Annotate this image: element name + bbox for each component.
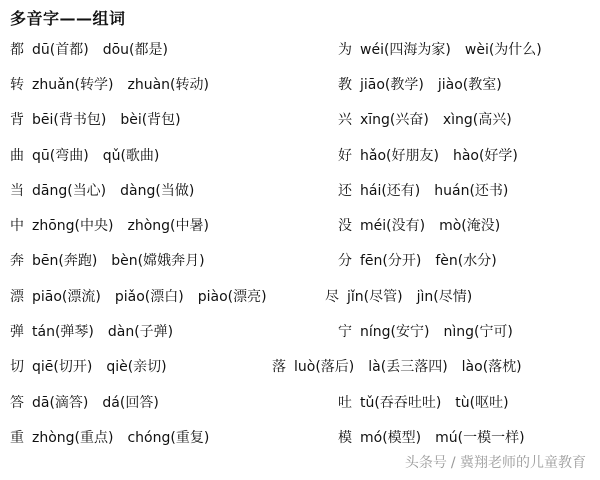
right-entry bbox=[338, 146, 532, 166]
polyphone-char: 中 bbox=[10, 218, 24, 234]
right-entry bbox=[338, 40, 556, 60]
left-entry bbox=[10, 181, 208, 201]
reading-word: zhuàn(转动) bbox=[127, 77, 209, 93]
reading-word: mó(模型) bbox=[360, 430, 422, 446]
reading-word: hái(还有) bbox=[360, 183, 421, 199]
reading-word: fēn(分开) bbox=[360, 253, 422, 269]
reading-word: lào(落枕) bbox=[461, 359, 522, 375]
reading-word: bēn(奔跑) bbox=[32, 253, 98, 269]
right-entry bbox=[272, 357, 536, 377]
reading-word: bēi(背书包) bbox=[32, 112, 107, 128]
reading-word: qiē(切开) bbox=[32, 359, 93, 375]
left-entry bbox=[10, 216, 223, 236]
reading-word: hào(好学) bbox=[452, 148, 518, 164]
polyphone-char: 切 bbox=[10, 359, 24, 375]
polyphone-char: 奔 bbox=[10, 253, 24, 269]
reading-word: tán(弹琴) bbox=[32, 324, 94, 340]
polyphone-char: 曲 bbox=[10, 148, 24, 164]
left-entry bbox=[10, 146, 173, 166]
polyphone-char: 都 bbox=[10, 42, 24, 58]
right-entry bbox=[338, 393, 523, 413]
reading-word: qiè(亲切) bbox=[106, 359, 167, 375]
reading-word: piāo(漂流) bbox=[32, 289, 101, 305]
polyphone-char: 分 bbox=[338, 253, 352, 269]
left-entry bbox=[10, 75, 223, 95]
watermark-brand: 头条号 bbox=[404, 455, 447, 471]
polyphone-char: 模 bbox=[338, 430, 352, 446]
reading-word: qǔ(歌曲) bbox=[102, 148, 160, 164]
polyphone-char: 教 bbox=[338, 77, 352, 93]
right-entry bbox=[325, 287, 486, 307]
reading-word: dōu(都是) bbox=[102, 42, 168, 58]
polyphone-char: 落 bbox=[272, 359, 286, 375]
reading-word: tù(呕吐) bbox=[455, 395, 509, 411]
polyphone-char: 答 bbox=[10, 395, 24, 411]
reading-word: bèn(嫦娥奔月) bbox=[111, 253, 205, 269]
reading-word: jiāo(教学) bbox=[360, 77, 424, 93]
reading-word: qū(弯曲) bbox=[32, 148, 89, 164]
reading-word: nìng(宁可) bbox=[443, 324, 513, 340]
reading-word: tǔ(吞吞吐吐) bbox=[360, 395, 442, 411]
reading-word: fèn(水分) bbox=[435, 253, 497, 269]
left-entry bbox=[10, 251, 219, 271]
polyphone-char: 还 bbox=[338, 183, 352, 199]
reading-word: dàn(子弹) bbox=[107, 324, 174, 340]
reading-word: dāng(当心) bbox=[32, 183, 107, 199]
page-title: 多音字——组词 bbox=[10, 9, 126, 28]
reading-word: zhuǎn(转学) bbox=[32, 77, 114, 93]
left-entry bbox=[10, 428, 223, 448]
reading-word: níng(安宁) bbox=[360, 324, 430, 340]
right-entry bbox=[338, 428, 539, 448]
reading-word: dá(回答) bbox=[102, 395, 159, 411]
right-entry bbox=[338, 216, 514, 236]
reading-word: jìn(尽情) bbox=[416, 289, 473, 305]
polyphone-char: 转 bbox=[10, 77, 24, 93]
polyphone-char: 重 bbox=[10, 430, 24, 446]
polyphone-char: 弹 bbox=[10, 324, 24, 340]
polyphone-char: 背 bbox=[10, 112, 24, 128]
right-entry bbox=[338, 322, 527, 342]
left-entry bbox=[10, 357, 181, 377]
reading-word: zhòng(重点) bbox=[32, 430, 114, 446]
polyphone-char: 当 bbox=[10, 183, 24, 199]
reading-word: wéi(四海为家) bbox=[360, 42, 451, 58]
right-entry bbox=[338, 110, 526, 130]
left-entry bbox=[10, 322, 187, 342]
polyphone-char: 尽 bbox=[325, 289, 339, 305]
right-entry bbox=[338, 181, 522, 201]
reading-word: mò(淹没) bbox=[439, 218, 501, 234]
reading-word: piǎo(漂白) bbox=[114, 289, 184, 305]
reading-word: wèi(为什么) bbox=[464, 42, 542, 58]
left-entry bbox=[10, 393, 173, 413]
reading-word: jiào(教室) bbox=[437, 77, 502, 93]
reading-word: bèi(背包) bbox=[120, 112, 181, 128]
watermark bbox=[405, 452, 586, 472]
polyphone-char: 兴 bbox=[338, 112, 352, 128]
reading-word: mú(一模一样) bbox=[435, 430, 525, 446]
reading-word: dā(滴答) bbox=[32, 395, 89, 411]
polyphone-char: 吐 bbox=[338, 395, 352, 411]
reading-word: dū(首都) bbox=[32, 42, 89, 58]
left-entry bbox=[10, 110, 195, 130]
reading-word: hǎo(好朋友) bbox=[360, 148, 439, 164]
left-entry bbox=[10, 287, 281, 307]
polyphone-char: 漂 bbox=[10, 289, 24, 305]
right-entry bbox=[338, 251, 511, 271]
reading-word: zhòng(中暑) bbox=[127, 218, 209, 234]
watermark-author: 冀翔老师的儿童教育 bbox=[460, 455, 586, 471]
reading-word: zhōng(中央) bbox=[32, 218, 114, 234]
reading-word: jǐn(尽管) bbox=[347, 289, 403, 305]
polyphone-char: 宁 bbox=[338, 324, 352, 340]
reading-word: huán(还书) bbox=[434, 183, 509, 199]
polyphone-char: 没 bbox=[338, 218, 352, 234]
reading-word: luò(落后) bbox=[294, 359, 355, 375]
reading-word: méi(没有) bbox=[360, 218, 426, 234]
watermark-separator: / bbox=[450, 455, 456, 471]
left-entry bbox=[10, 40, 182, 60]
reading-word: chóng(重复) bbox=[127, 430, 210, 446]
reading-word: piào(漂亮) bbox=[197, 289, 267, 305]
reading-word: xìng(高兴) bbox=[442, 112, 512, 128]
right-entry bbox=[338, 75, 516, 95]
reading-word: dàng(当做) bbox=[120, 183, 195, 199]
reading-word: là(丢三落四) bbox=[368, 359, 448, 375]
reading-word: xīng(兴奋) bbox=[360, 112, 429, 128]
polyphone-char: 为 bbox=[338, 42, 352, 58]
polyphone-char: 好 bbox=[338, 148, 352, 164]
